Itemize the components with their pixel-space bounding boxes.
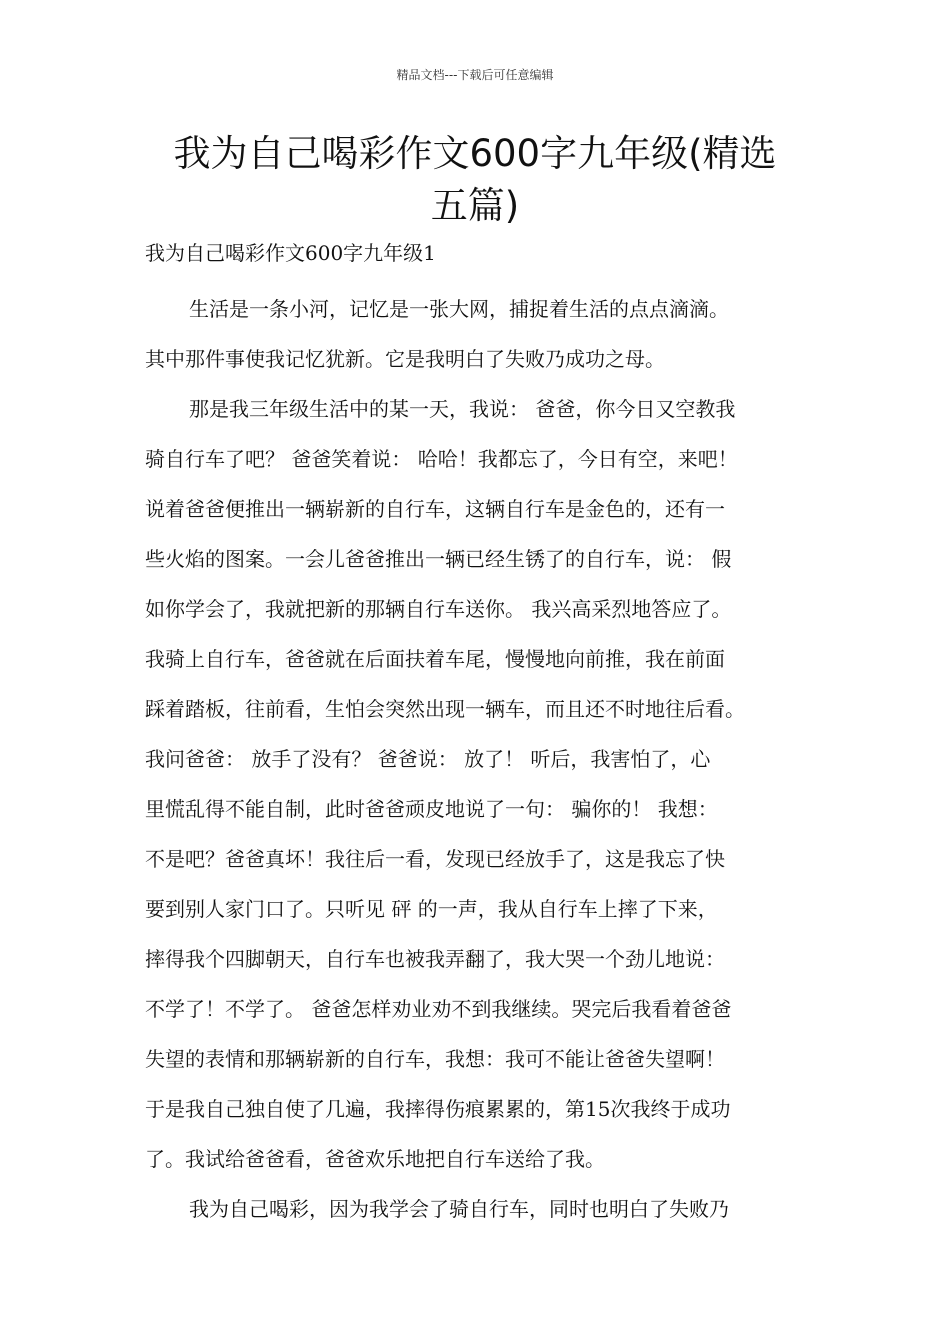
paragraph-line: 其中那件事使我记忆犹新。它是我明白了失败乃成功之母。	[145, 347, 665, 371]
document-title	[140, 128, 810, 232]
paragraph-line: 失望的表情和那辆崭新的自行车，我想：我可不能让爸爸失望啊！	[145, 1047, 725, 1071]
paragraph-line: 说着爸爸便推出一辆崭新的自行车，这辆自行车是金色的，还有一	[145, 497, 725, 521]
paragraph-line: 不学了！不学了。 爸爸怎样劝业劝不到我继续。哭完后我看着爸爸	[145, 997, 732, 1021]
essay-subtitle: 我为自己喝彩作文600字九年级1	[145, 241, 436, 265]
paragraph-line: 我问爸爸： 放手了没有？ 爸爸说： 放了！ 听后，我害怕了，心	[145, 747, 711, 771]
header-note: 精品文档---下载后可任意编辑	[396, 68, 554, 82]
paragraph-3	[145, 1184, 825, 1234]
paragraph-line: 些火焰的图案。一会儿爸爸推出一辆已经生锈了的自行车，说： 假	[145, 547, 732, 571]
paragraph-line: 生活是一条小河，记忆是一张大网，捕捉着生活的点点滴滴。	[189, 297, 729, 321]
paragraph-line: 骑自行车了吧？ 爸爸笑着说： 哈哈！我都忘了，今日有空，来吧！	[145, 447, 738, 471]
paragraph-1	[145, 284, 825, 384]
paragraph-line: 踩着踏板，往前看，生怕会突然出现一辆车，而且还不时地往后看。	[145, 697, 745, 721]
paragraph-2	[145, 384, 825, 1184]
paragraph-line: 里慌乱得不能自制，此时爸爸顽皮地说了一句： 骗你的！ 我想：	[145, 797, 718, 821]
paragraph-line: 摔得我个四脚朝天，自行车也被我弄翻了，我大哭一个劲儿地说：	[145, 947, 725, 971]
paragraph-line: 不是吧？爸爸真坏！我往后一看，发现已经放手了，这是我忘了快	[145, 847, 725, 871]
essay-body	[145, 284, 825, 1234]
paragraph-line: 我为自己喝彩，因为我学会了骑自行车，同时也明白了失败乃	[189, 1197, 729, 1221]
paragraph-line: 了。我试给爸爸看，爸爸欢乐地把自行车送给了我。	[145, 1147, 605, 1171]
paragraph-line: 于是我自己独自使了几遍，我摔得伤痕累累的，第15次我终于成功	[145, 1097, 731, 1121]
title-line-1: 我为自己喝彩作文600字九年级(精选	[173, 132, 777, 175]
title-line-2: 五篇)	[430, 184, 520, 227]
paragraph-line: 那是我三年级生活中的某一天，我说： 爸爸，你今日又空教我	[189, 397, 736, 421]
paragraph-line: 我骑上自行车，爸爸就在后面扶着车尾，慢慢地向前推，我在前面	[145, 647, 725, 671]
paragraph-line: 如你学会了，我就把新的那辆自行车送你。 我兴高采烈地答应了。	[145, 597, 732, 621]
paragraph-line: 要到别人家门口了。只听见 砰 的一声，我从自行车上摔了下来，	[145, 897, 718, 921]
